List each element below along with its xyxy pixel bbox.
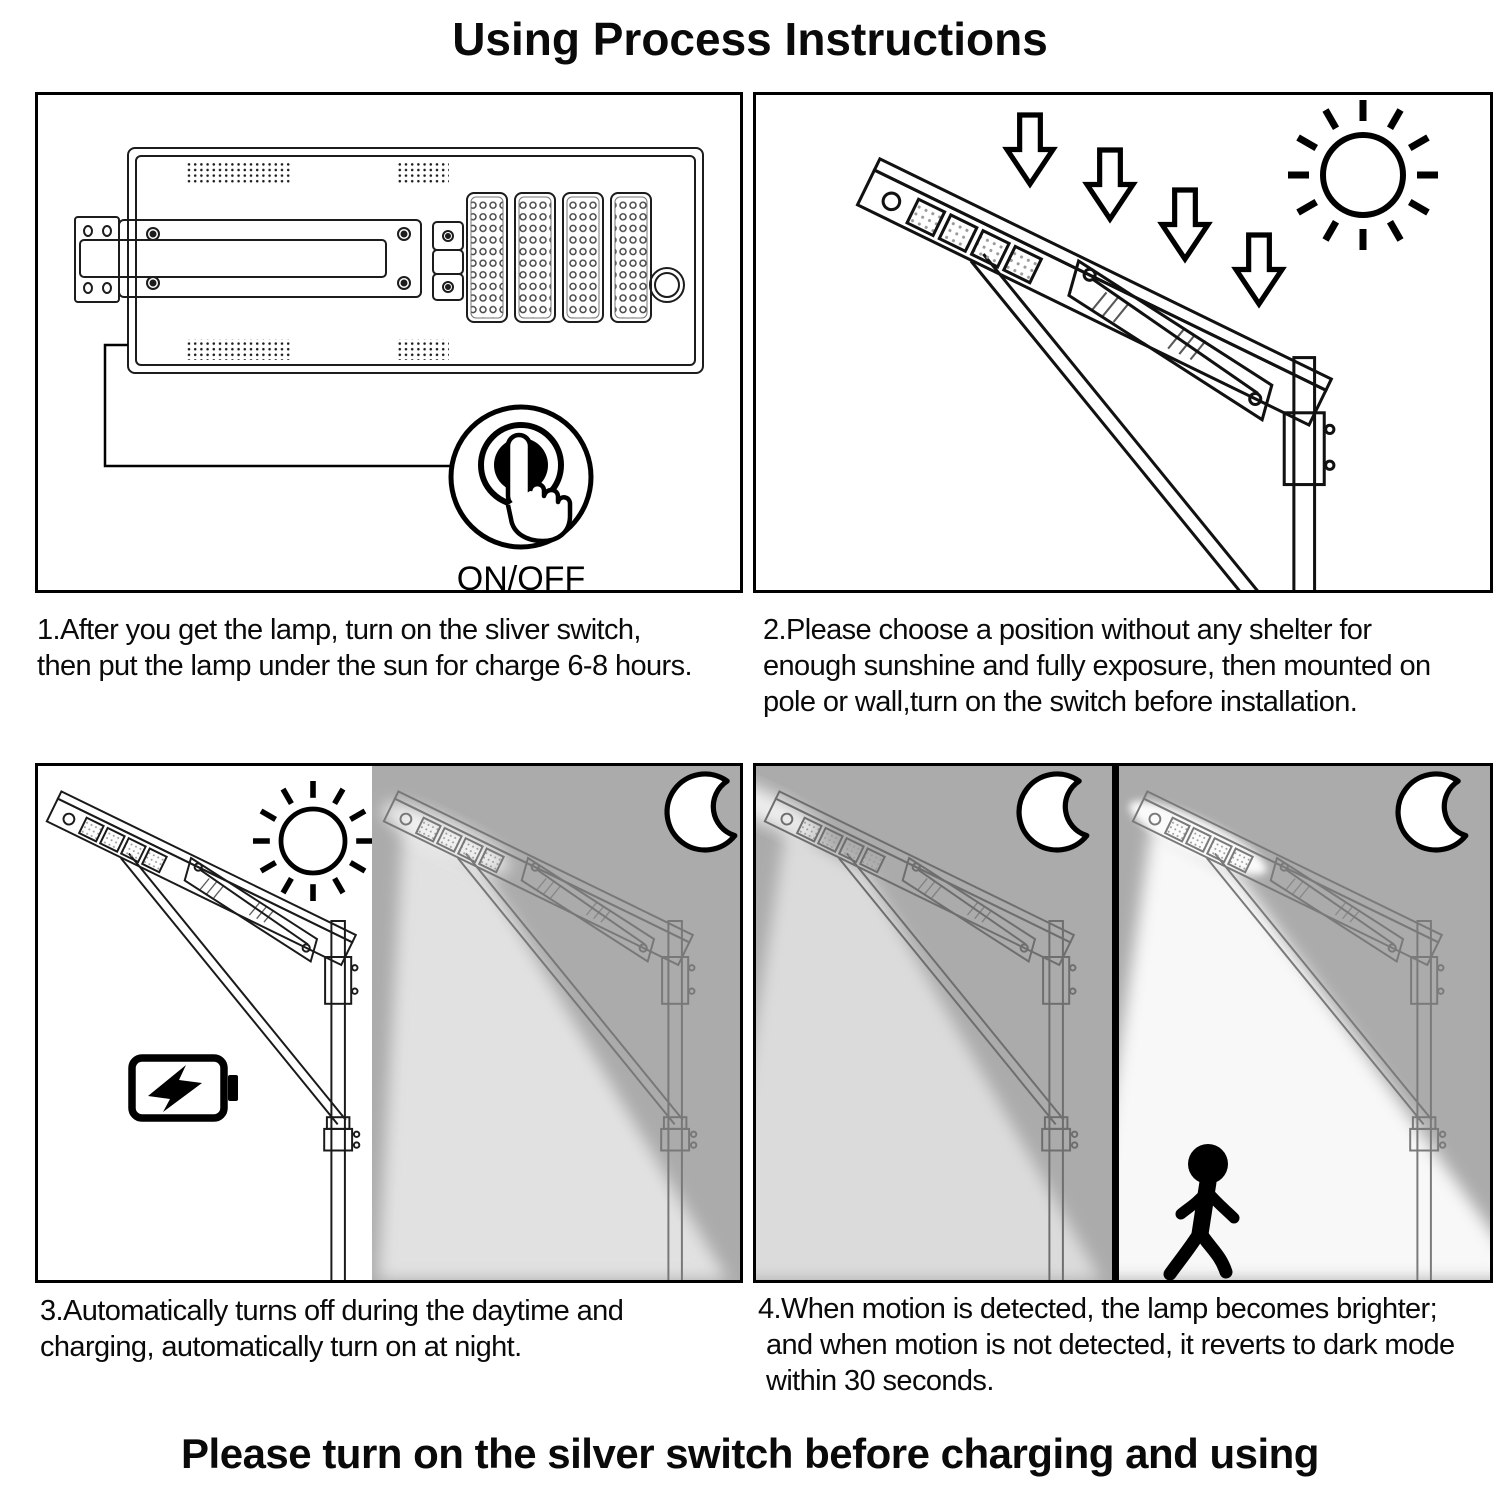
step-2-caption [763,612,1498,720]
vent-grid [397,339,449,360]
down-arrow-icon [1236,235,1282,304]
page-title: Using Process Instructions [452,13,1048,65]
vent-grid [187,162,292,183]
center-bracket [433,222,463,300]
step-2-illustration-panel [753,92,1493,593]
caption-line: then put the lamp under the sun for charge 6-8 hours. [37,650,692,682]
caption-line: charging, automatically turn on at night. [40,1331,522,1363]
footer-notice: Please turn on the silver switch before charging and using [181,1430,1319,1477]
caption-line: 1.After you get the lamp, turn on the sliver switch, [37,614,641,646]
mounting-bracket [75,217,421,302]
caption-line: 4.When motion is detected, the lamp becomes brighter; [758,1293,1438,1325]
led-modules [467,193,651,322]
caption-line: 2.Please choose a position without any shelter for [763,614,1372,646]
vent-grid [397,162,449,183]
lamp-side-view [857,159,1336,590]
caption-line: 3.Automatically turns off during the daytime and [40,1295,624,1327]
on-off-label: ON/OFF [456,560,586,590]
vent-grid [187,339,292,360]
down-arrow-icon [1087,150,1133,219]
step-3-caption [40,1293,755,1365]
step-1-illustration-panel [35,92,743,593]
caption-line: enough sunshine and fully exposure, then mounted on [763,650,1431,682]
battery-charging-icon [132,1058,238,1118]
sunlight-arrows [1007,115,1282,304]
down-arrow-icon [1007,115,1053,184]
step-4-caption [758,1291,1500,1399]
sun-icon [1288,100,1438,250]
panel-divider [1112,766,1119,1280]
motion-sensor [650,268,684,302]
caption-line: within 30 seconds. [766,1365,994,1397]
power-touch-icon [451,407,591,590]
step-4-illustration-panel [753,763,1493,1283]
switch-pointer-line [105,345,451,466]
lamp-top-view [75,148,703,373]
lamp-side-view [47,791,359,1280]
step-3-illustration-panel [35,763,743,1283]
down-arrow-icon [1162,190,1208,259]
caption-line: and when motion is not detected, it reverts to dark mode [766,1329,1455,1361]
step-1-caption [37,612,752,684]
sun-icon [253,781,373,901]
caption-line: pole or wall,turn on the switch before installation. [763,686,1358,718]
